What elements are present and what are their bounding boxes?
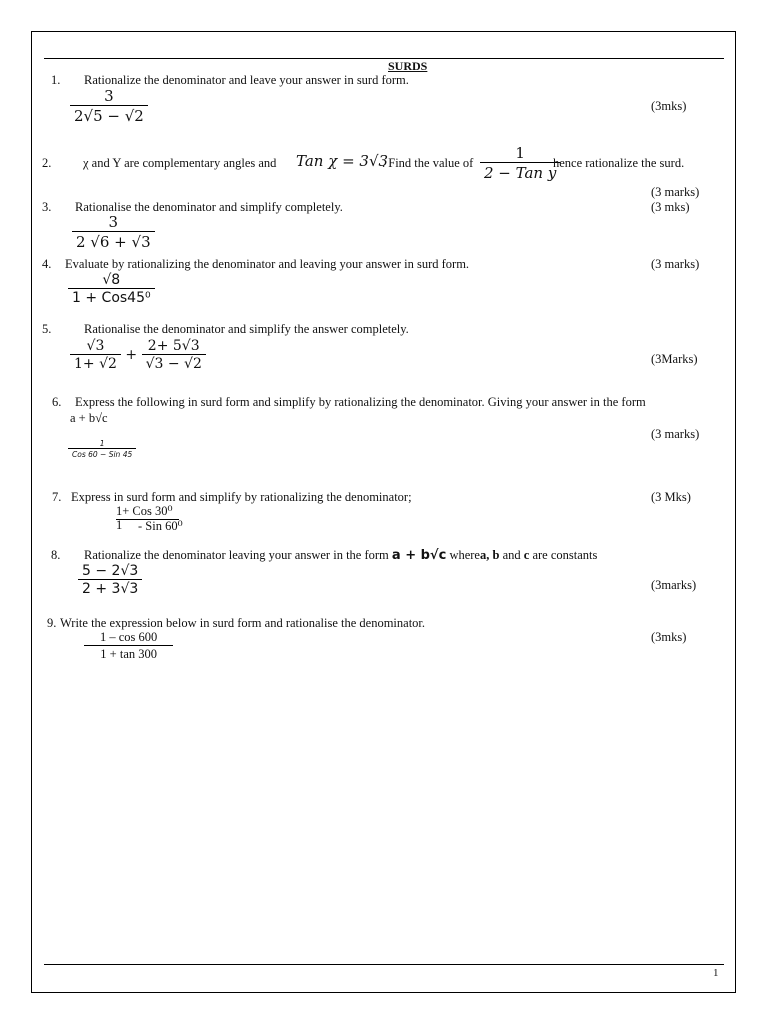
q5-first-denominator: 1+ √2 [70, 354, 121, 372]
q4-denominator: 1 + Cos45⁰ [68, 288, 155, 306]
q5-number: 5. [42, 322, 52, 336]
q2-text-c: hence rationalize the surd. [553, 156, 685, 170]
q2-tan-expression: Tan χ = 3√3 [296, 152, 389, 170]
q2-number: 2. [42, 156, 52, 170]
q2-text-b: . Find the value of [382, 156, 474, 170]
q8-expression [78, 563, 142, 597]
q5-second-denominator: √3 − √2 [142, 354, 206, 372]
q5-text: Rationalise the denominator and simplify the answer completely. [84, 322, 409, 336]
q1-number: 1. [51, 73, 61, 87]
q3-expression [72, 213, 155, 251]
q9-marks: (3mks) [651, 630, 687, 644]
page-number: 1 [713, 967, 719, 979]
q6-expression [68, 439, 136, 459]
q7-denominator-a: 1 [116, 518, 123, 532]
q3-text: Rationalise the denominator and simplify completely. [75, 200, 343, 214]
q8-where: where [449, 548, 480, 562]
q6-text: Express the following in surd form and simplify by rationalizing the denominator. Giving your answer in the form [75, 395, 646, 409]
q8-denominator: 2 + 3√3 [78, 579, 142, 597]
q8-ab: a, b [479, 548, 500, 562]
q2-numerator: 1 [515, 144, 525, 162]
q8-numerator: 5 − 2√3 [82, 563, 139, 579]
q5-expression [70, 338, 206, 372]
q9-numerator: 1 – cos 600 [100, 630, 158, 644]
q4-text: Evaluate by rationalizing the denominator and leaving your answer in surd form. [65, 257, 470, 271]
q1-expression [70, 87, 148, 125]
top-rule [44, 58, 724, 59]
page-title: SURDS [388, 59, 428, 73]
q5-second-numerator: 2+ 5√3 [147, 338, 200, 354]
q8-and: and [502, 548, 521, 562]
q9-number: 9. [47, 616, 57, 630]
q5-plus-sign: + [125, 347, 138, 363]
q8-marks: (3marks) [651, 578, 697, 592]
q5-first-numerator: √3 [86, 338, 105, 354]
q8-number: 8. [51, 548, 61, 562]
q4-numerator: √8 [102, 272, 121, 288]
q3-denominator: 2 √6 + √3 [72, 231, 155, 251]
q6-number: 6. [52, 395, 62, 409]
q9-text: Write the expression below in surd form and rationalise the denominator. [60, 616, 426, 630]
q6-numerator: 1 [99, 439, 105, 448]
q9-denominator: 1 + tan 300 [84, 645, 173, 662]
q5-marks: (3Marks) [651, 352, 698, 366]
q8-text-a [84, 548, 597, 563]
q6-answer-form: a + b√c [70, 411, 108, 425]
q6-marks: (3 marks) [651, 427, 700, 441]
q1-numerator: 3 [104, 87, 114, 105]
q3-numerator: 3 [108, 213, 119, 231]
q8-instruction: Rationalize the denominator leaving your answer in the form [84, 548, 389, 562]
q6-denominator: Cos 60 − Sin 45 [68, 448, 136, 459]
q4-expression [68, 272, 155, 306]
q7-denominator-b: - Sin 60⁰ [138, 519, 183, 533]
q8-c: c [523, 548, 530, 562]
q2-marks: (3 marks) [651, 185, 700, 199]
q1-denominator: 2√5 − √2 [70, 105, 148, 125]
q9-expression [84, 630, 173, 662]
q8-constants: are constants [532, 548, 598, 562]
q3-number: 3. [42, 200, 52, 214]
q7-numerator: 1+ Cos 30⁰ [116, 503, 179, 520]
q7-text: Express in surd form and simplify by rationalizing the denominator; [71, 490, 412, 504]
q4-number: 4. [42, 257, 52, 271]
q8-answer-form: a + b√c [391, 548, 447, 563]
q7-marks: (3 Mks) [651, 490, 691, 504]
q7-number: 7. [52, 490, 62, 504]
bottom-rule [44, 964, 724, 965]
q2-text-a: χ and Y are complementary angles and [83, 156, 277, 170]
q4-marks: (3 marks) [651, 257, 700, 271]
q1-text: Rationalize the denominator and leave your answer in surd form. [84, 73, 409, 87]
q1-marks: (3mks) [651, 99, 687, 113]
q2-expression [480, 144, 560, 182]
q3-marks: (3 mks) [651, 200, 690, 214]
q2-denominator: 2 − Tan y [480, 162, 560, 182]
